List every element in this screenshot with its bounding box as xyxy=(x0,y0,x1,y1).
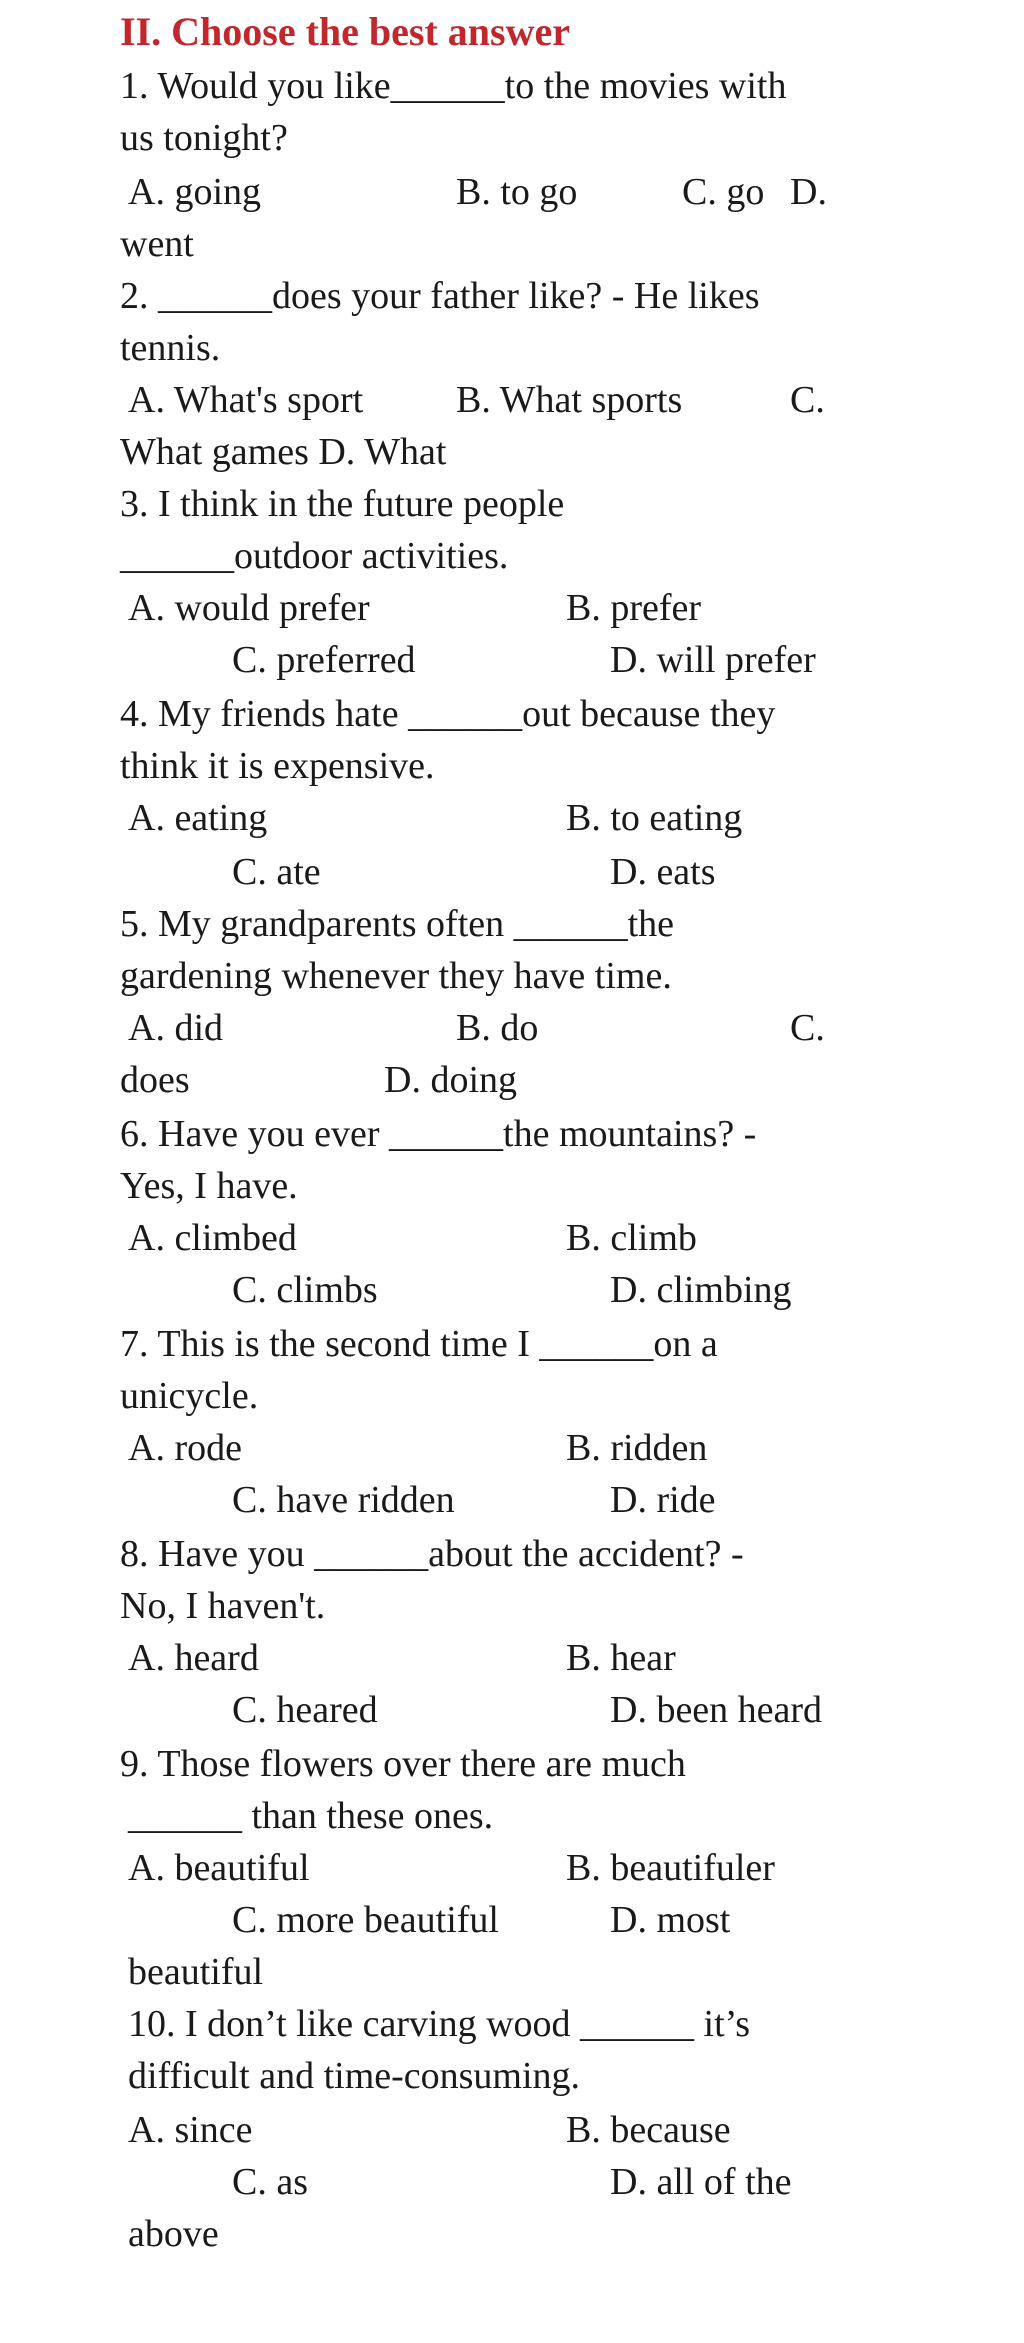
question-1-line-1: 1. Would you like______to the movies with xyxy=(120,65,787,107)
option-b: B. ridden xyxy=(566,1427,708,1469)
question-8-options-row-1 xyxy=(0,1632,1024,1684)
question-9-line-continued: beautiful xyxy=(128,1951,264,1993)
option-d: D. climbing xyxy=(610,1269,792,1311)
option-a: A. going xyxy=(128,171,261,213)
option-a: A. What's sport xyxy=(128,379,364,421)
question-10-options-row-2 xyxy=(0,2156,1024,2208)
option-b: B. prefer xyxy=(566,587,702,629)
question-6-line-2: Yes, I have. xyxy=(120,1165,298,1207)
option-d: D. doing xyxy=(384,1059,517,1101)
question-8-options-row-2 xyxy=(0,1684,1024,1736)
question-10-line-1: 10. I don’t like carving wood ______ it’s xyxy=(128,2003,751,2045)
option-b: B. What sports xyxy=(456,379,683,421)
question-3-options-row-2 xyxy=(0,634,1024,686)
option-a: A. did xyxy=(128,1007,223,1049)
question-1-line-continued: went xyxy=(120,223,194,265)
option-b: B. hear xyxy=(566,1637,676,1679)
question-6-options-row-1 xyxy=(0,1212,1024,1264)
question-1-options xyxy=(0,166,1024,218)
option-b: B. beautifuler xyxy=(566,1847,775,1889)
option-c-continued: does xyxy=(120,1059,190,1101)
question-2-line-continued: What games D. What xyxy=(120,431,447,473)
option-c: C. preferred xyxy=(232,639,416,681)
option-c: C. more beautiful xyxy=(232,1899,499,1941)
option-b: B. because xyxy=(566,2109,731,2151)
question-7-line-1: 7. This is the second time I ______on a xyxy=(120,1323,718,1365)
question-2-line-2: tennis. xyxy=(120,327,221,369)
question-2-options xyxy=(0,374,1024,426)
option-b: B. do xyxy=(456,1007,539,1049)
option-a: A. eating xyxy=(128,797,268,839)
question-7-line-2: unicycle. xyxy=(120,1375,259,1417)
question-7-options-row-2 xyxy=(0,1474,1024,1526)
question-5-line-2: gardening whenever they have time. xyxy=(120,955,672,997)
question-9-line-2: ______ than these ones. xyxy=(128,1795,494,1837)
question-2-line-1: 2. ______does your father like? - He likes xyxy=(120,275,760,317)
question-9-options-row-1 xyxy=(0,1842,1024,1894)
option-c: C. xyxy=(790,379,825,421)
question-3-options-row-1 xyxy=(0,582,1024,634)
option-b: B. climb xyxy=(566,1217,697,1259)
question-10-options-row-1 xyxy=(0,2104,1024,2156)
question-4-options-row-2 xyxy=(0,846,1024,898)
question-10-line-2: difficult and time-consuming. xyxy=(128,2055,581,2097)
option-c: C. as xyxy=(232,2161,308,2203)
option-a: A. climbed xyxy=(128,1217,297,1259)
question-10-line-continued: above xyxy=(128,2213,219,2255)
question-5-line-1: 5. My grandparents often ______the xyxy=(120,903,675,945)
option-c: C. go xyxy=(682,171,765,213)
option-d: D. will prefer xyxy=(610,639,816,681)
option-a: A. would prefer xyxy=(128,587,370,629)
question-6-options-row-2 xyxy=(0,1264,1024,1316)
question-9-options-row-2 xyxy=(0,1894,1024,1946)
option-d: D. xyxy=(790,171,827,213)
question-4-line-2: think it is expensive. xyxy=(120,745,435,787)
option-c: C. xyxy=(790,1007,825,1049)
question-5-options-row-1 xyxy=(0,1002,1024,1054)
option-d: D. all of the xyxy=(610,2161,792,2203)
option-a: A. since xyxy=(128,2109,253,2151)
question-4-options-row-1 xyxy=(0,792,1024,844)
question-5-options-row-2 xyxy=(0,1054,1024,1106)
question-8-line-2: No, I haven't. xyxy=(120,1585,326,1627)
option-a: A. beautiful xyxy=(128,1847,310,1889)
option-d: D. been heard xyxy=(610,1689,823,1731)
question-9-line-1: 9. Those flowers over there are much xyxy=(120,1743,686,1785)
question-7-options-row-1 xyxy=(0,1422,1024,1474)
option-a: A. rode xyxy=(128,1427,242,1469)
option-d: D. ride xyxy=(610,1479,716,1521)
option-b: B. to eating xyxy=(566,797,743,839)
section-title: II. Choose the best answer xyxy=(120,9,570,54)
option-d: D. eats xyxy=(610,851,716,893)
option-a: A. heard xyxy=(128,1637,259,1679)
option-c: C. heared xyxy=(232,1689,378,1731)
option-c: C. climbs xyxy=(232,1269,378,1311)
question-6-line-1: 6. Have you ever ______the mountains? - xyxy=(120,1113,757,1155)
question-1-line-2: us tonight? xyxy=(120,117,288,159)
option-d: D. most xyxy=(610,1899,731,1941)
option-b: B. to go xyxy=(456,171,578,213)
question-3-line-2: ______outdoor activities. xyxy=(120,535,509,577)
question-3-line-1: 3. I think in the future people xyxy=(120,483,565,525)
option-c: C. have ridden xyxy=(232,1479,455,1521)
question-8-line-1: 8. Have you ______about the accident? - xyxy=(120,1533,744,1575)
question-4-line-1: 4. My friends hate ______out because they xyxy=(120,693,776,735)
option-c: C. ate xyxy=(232,851,321,893)
